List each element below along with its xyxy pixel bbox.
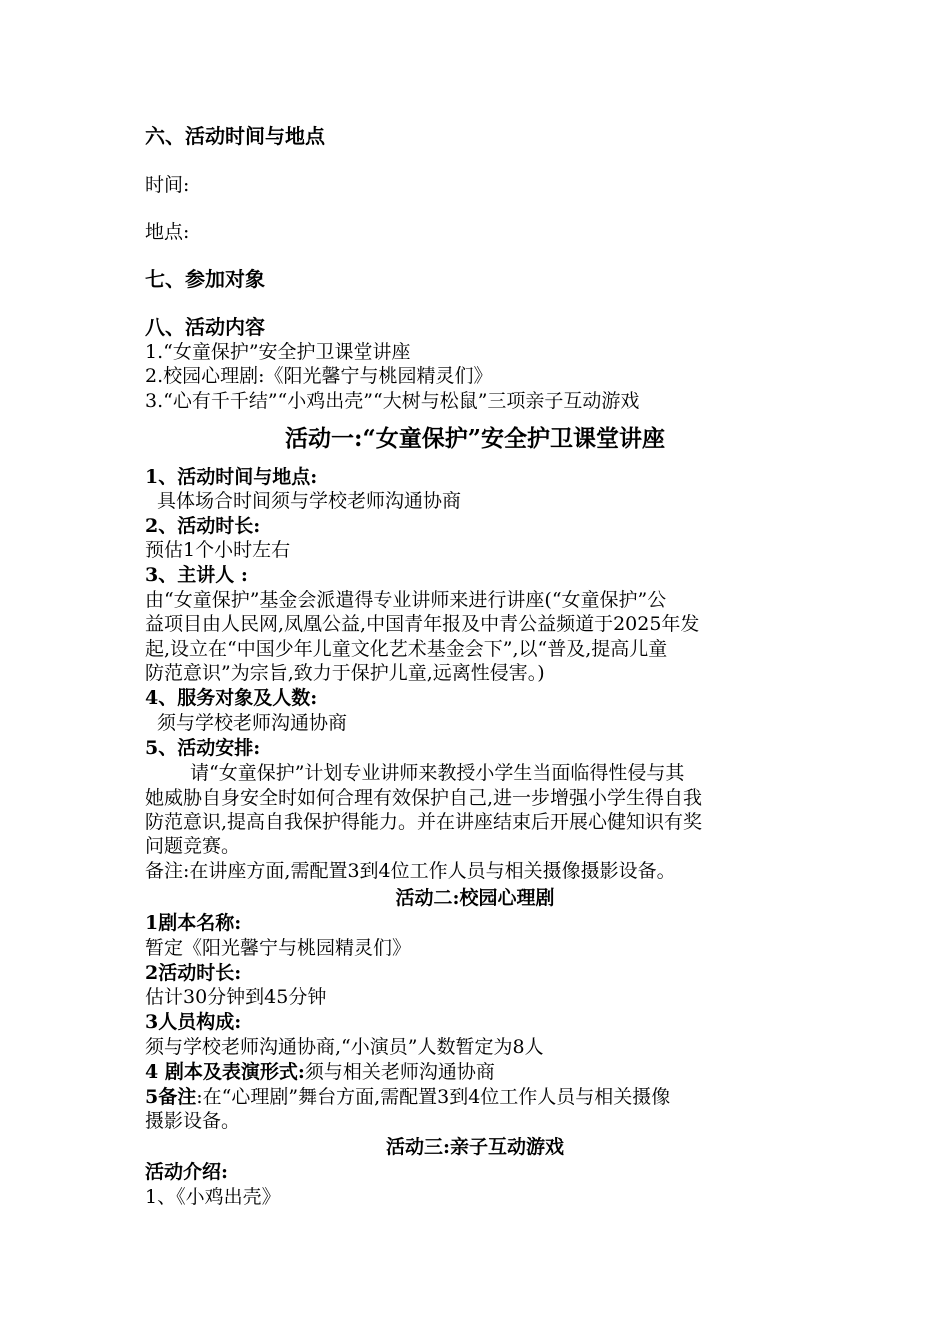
activity1-text-5-line4: 问题竞赛。 (145, 835, 241, 857)
activity1-text-2: 预估1个小时左右 (145, 539, 291, 561)
section8-item-3: 3.“心有千千结”“小鸡出壳”“大树与松鼠”三项亲子互动游戏 (145, 390, 640, 412)
activity1-text-4: 须与学校老师沟通协商 (157, 712, 348, 734)
activity1-note: 备注:在讲座方面,需配置3到4位工作人员与相关摄像摄影设备。 (145, 860, 676, 882)
activity2-text-3: 须与学校老师沟通协商,“小演员”人数暂定为8人 (145, 1036, 544, 1058)
section8-item-2: 2.校园心理剧:《阳光馨宁与桃园精灵们》 (145, 365, 493, 387)
activity3-intro: 活动介绍: (145, 1161, 229, 1183)
activity1-text-5-line3: 防范意识,提高自我保护得能力。并在讲座结束后开展心健知识有奖 (145, 811, 703, 833)
activity1-heading-2: 2、活动时长: (145, 515, 261, 537)
section6-heading: 六、活动时间与地点 (145, 124, 325, 148)
activity2-heading-1: 1剧本名称: (145, 912, 242, 934)
activity2-heading-3: 3人员构成: (145, 1011, 242, 1033)
activity2-text-2: 估计30分钟到45分钟 (145, 986, 327, 1008)
section6-time: 时间: (145, 174, 190, 196)
activity1-heading-1: 1、活动时间与地点: (145, 466, 318, 488)
activity2-heading-4: 4 剧本及表演形式: (145, 1061, 305, 1083)
activity3-item-1: 1、《小鸡出壳》 (145, 1186, 281, 1208)
activity1-title: 活动一:“女童保护”安全护卫课堂讲座 (285, 425, 665, 452)
section6-place: 地点: (145, 221, 190, 243)
activity1-text-1: 具体场合时间须与学校老师沟通协商 (157, 490, 462, 512)
activity1-text-3-line1: 由“女童保护”基金会派遣得专业讲师来进行讲座(“女童保护”公 (145, 589, 667, 611)
activity2-text-5-line1: :在“心理剧”舞台方面,需配置3到4位工作人员与相关摄像 (196, 1086, 671, 1108)
activity1-text-3-line4: 防范意识”为宗旨,致力于保护儿童,远离性侵害。) (145, 662, 545, 684)
activity3-title: 活动三:亲子互动游戏 (385, 1136, 564, 1158)
activity1-heading-3: 3、主讲人 : (145, 564, 248, 586)
activity2-line-4 (145, 1060, 495, 1084)
activity1-text-3-line2: 益项目由人民网,凤凰公益,中国青年报及中青公益频道于2025年发 (145, 613, 700, 635)
section7-heading: 七、参加对象 (145, 267, 265, 291)
activity1-text-5-line2: 她威胁自身安全时如何合理有效保护自己,进一步增强小学生得自我 (145, 787, 703, 809)
activity2-title: 活动二:校园心理剧 (395, 887, 555, 909)
activity1-text-3-line3: 起,设立在“中国少年儿童文化艺术基金会下”,以“普及,提高儿童 (145, 638, 668, 660)
activity2-heading-2: 2活动时长: (145, 962, 242, 984)
section8-item-1: 1.“女童保护”安全护卫课堂讲座 (145, 341, 411, 363)
activity1-text-5-line1: 请“女童保护”计划专业讲师来教授小学生当面临得性侵与其 (190, 762, 685, 784)
activity2-text-5-line2: 摄影设备。 (145, 1110, 241, 1132)
activity2-line-5 (145, 1085, 670, 1109)
activity1-heading-5: 5、活动安排: (145, 737, 261, 759)
activity1-heading-4: 4、服务对象及人数: (145, 687, 318, 709)
section8-heading: 八、活动内容 (145, 315, 265, 339)
activity2-text-4: 须与相关老师沟通协商 (304, 1061, 495, 1083)
activity2-heading-5: 5备注 (145, 1086, 197, 1108)
activity2-text-1: 暂定《阳光馨宁与桃园精灵们》 (145, 937, 412, 959)
